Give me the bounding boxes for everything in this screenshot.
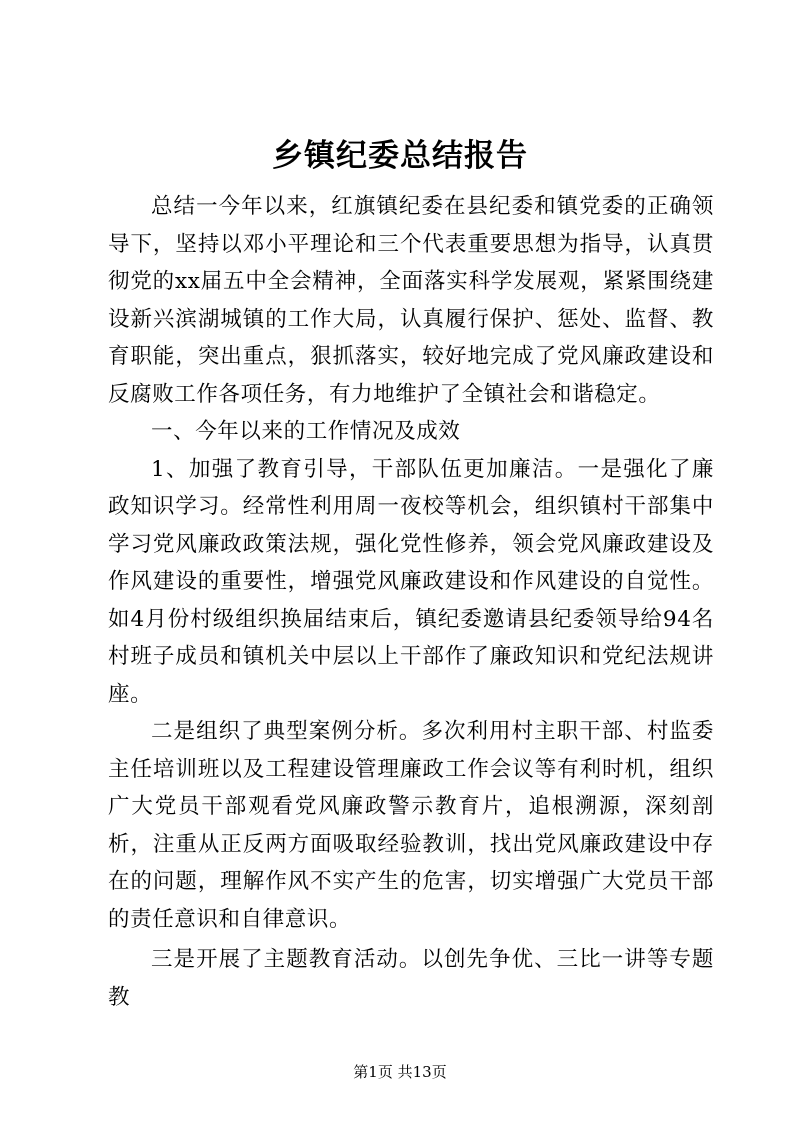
paragraph-case-analysis: 二是组织了典型案例分析。多次利用村主职干部、村监委主任培训班以及工程建设管理廉政工作会议等有利时机，组织广大党员干部观看党风廉政警示教育片，追根溯源，深刻剖析，注重从正反两方面吸取经验教训，找出党风廉政建设中存在的问题，理解作风不实产生的危害，切实增强广大党员干部的责任意识和自律意识。 bbox=[108, 719, 714, 932]
document-body bbox=[108, 188, 714, 1016]
paragraph-theme-activity: 三是开展了主题教育活动。以创先争优、三比一讲等专题教 bbox=[108, 947, 714, 1010]
page-number-footer: 第1页 共13页 bbox=[353, 1063, 447, 1081]
section-heading: 一、今年以来的工作情况及成效 bbox=[151, 419, 461, 444]
paragraph-summary: 总结一今年以来，红旗镇纪委在县纪委和镇党委的正确领导下，坚持以邓小平理论和三个代表重要思想为指导，认真贯彻党的xx届五中全会精神，全面落实科学发展观，紧紧围绕建设新兴滨湖城镇的工作大局，认真履行保护、惩处、监督、教育职能，突出重点，狠抓落实，较好地完成了党风廉政建设和反腐败工作各项任务，有力地维护了全镇社会和谐稳定。 bbox=[108, 194, 714, 407]
paragraph-education: 1、加强了教育引导，干部队伍更加廉洁。一是强化了廉政知识学习。经常性利用周一夜校等机会，组织镇村干部集中学习党风廉政政策法规，强化党性修养，领会党风廉政建设及作风建设的重要性，增强党风廉政建设和作风建设的自觉性。如4月份村级组织换届结束后，镇纪委邀请县纪委领导给94名村班子成员和镇机关中层以上干部作了廉政知识和党纪法规讲座。 bbox=[108, 456, 714, 707]
document-title: 乡镇纪委总结报告 bbox=[272, 138, 528, 174]
